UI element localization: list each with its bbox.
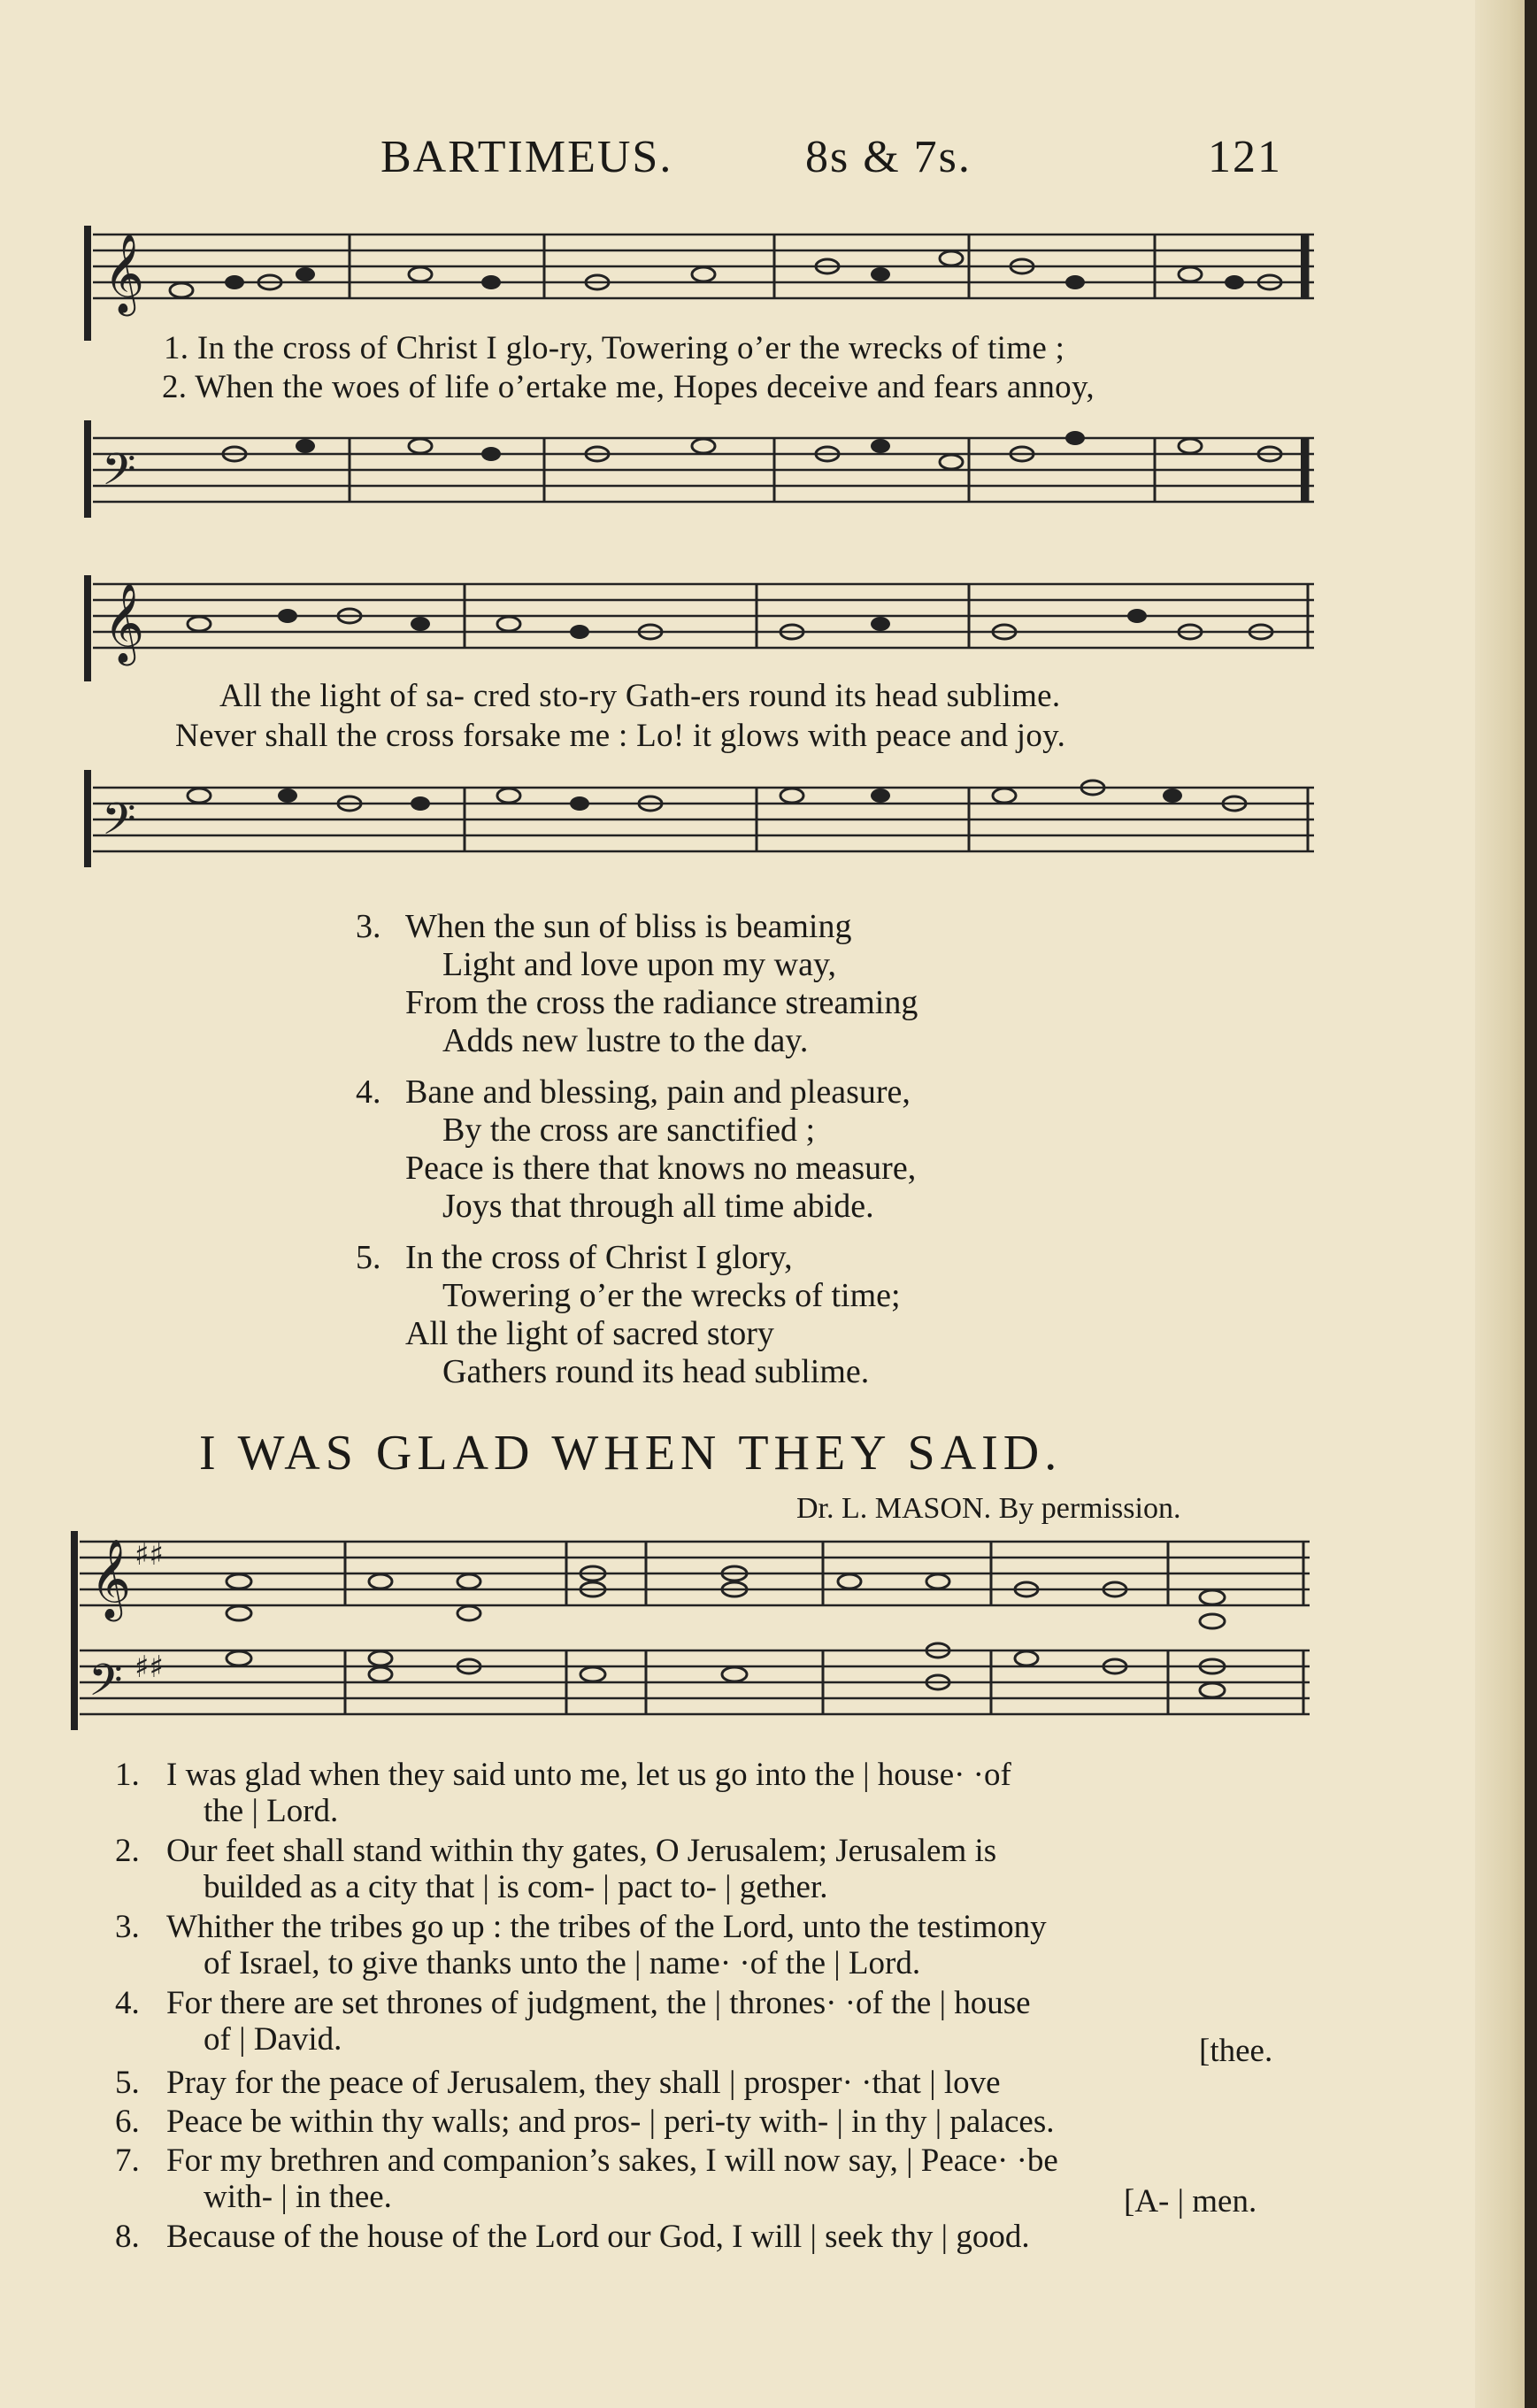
- chant-staff-bass: [71, 1642, 1310, 1739]
- stanza-number: 5.: [356, 1239, 381, 1276]
- verse-number: 4.: [115, 1985, 140, 2021]
- stanza-line: From the cross the radiance streaming: [405, 984, 918, 1021]
- lyric-line-3: All the light of sa- cred sto-ry Gath-ers round its head sublime.: [219, 678, 1061, 714]
- lyric-line-1: 1. In the cross of Christ I glo-ry, Towering o’er the wrecks of time ;: [164, 330, 1065, 366]
- verse-continuation: the | Lord.: [204, 1793, 339, 1829]
- carry-over-text: [thee.: [1199, 2033, 1273, 2069]
- verse-text: Pray for the peace of Jerusalem, they shall | prosper· ·that | love: [166, 2065, 1001, 2101]
- stanza-line: Adds new lustre to the day.: [442, 1022, 809, 1059]
- svg-text:𝄞: 𝄞: [104, 234, 145, 313]
- stanza-line: Gathers round its head sublime.: [442, 1353, 870, 1390]
- hymn-tune-title: BARTIMEUS.: [380, 132, 673, 182]
- verse-number: 8.: [115, 2219, 140, 2255]
- verse-number: 2.: [115, 1833, 140, 1869]
- svg-text:♯♯: ♯♯: [134, 1537, 164, 1573]
- running-header: [380, 131, 1301, 193]
- anthem-title: I WAS GLAD WHEN THEY SAID.: [199, 1426, 1063, 1481]
- stanza-line: Peace is there that knows no measure,: [405, 1150, 917, 1187]
- svg-text:𝄢: 𝄢: [88, 1655, 123, 1717]
- verse-number: 5.: [115, 2065, 140, 2101]
- lyric-line-2: 2. When the woes of life o’ertake me, Hopes deceive and fears annoy,: [162, 369, 1095, 405]
- verse-text: I was glad when they said unto me, let us go into the | house· ·of: [166, 1757, 1011, 1793]
- verse-number: 6.: [115, 2104, 140, 2140]
- svg-text:𝄞: 𝄞: [90, 1539, 132, 1619]
- svg-text:𝄢: 𝄢: [102, 794, 136, 856]
- verse-text: For there are set thrones of judgment, the | thrones· ·of the | house: [166, 1985, 1031, 2021]
- verse-number: 7.: [115, 2143, 140, 2179]
- carry-over-text: [A- | men.: [1124, 2183, 1257, 2220]
- stanza-number: 3.: [356, 908, 381, 945]
- verse-text: Our feet shall stand within thy gates, O Jerusalem; Jerusalem is: [166, 1833, 997, 1869]
- stanza-line: By the cross are sanctified ;: [442, 1112, 816, 1149]
- verse-text: For my brethren and companion’s sakes, I will now say, | Peace· ·be: [166, 2143, 1058, 2179]
- stanza-number: 4.: [356, 1073, 381, 1111]
- music-staff-treble-1: [84, 226, 1314, 341]
- verse-text: Because of the house of the Lord our God, I will | seek thy | good.: [166, 2219, 1030, 2255]
- stanza-line: Joys that through all time abide.: [442, 1188, 874, 1225]
- lyric-line-4: Never shall the cross forsake me : Lo! it glows with peace and joy.: [175, 718, 1066, 754]
- page-edge-shadow: [1525, 0, 1537, 2408]
- verse-continuation: builded as a city that | is com- | pact to- | gether.: [204, 1869, 828, 1905]
- svg-text:𝄢: 𝄢: [102, 444, 136, 506]
- chant-staff-treble: [71, 1531, 1310, 1642]
- stanza-line: Bane and blessing, pain and pleasure,: [405, 1073, 911, 1111]
- composer-credit: Dr. L. MASON. By permission.: [796, 1492, 1181, 1525]
- verse-continuation: of Israel, to give thanks unto the | name· ·of the | Lord.: [204, 1945, 921, 1981]
- stanza-line: In the cross of Christ I glory,: [405, 1239, 793, 1276]
- page-number: 121: [1208, 132, 1282, 182]
- verse-text: Whither the tribes go up : the tribes of the Lord, unto the testimony: [166, 1909, 1047, 1945]
- verse-number: 3.: [115, 1909, 140, 1945]
- stanza-line: All the light of sacred story: [405, 1315, 774, 1352]
- svg-text:𝄞: 𝄞: [104, 583, 145, 663]
- svg-text:♯♯: ♯♯: [134, 1650, 164, 1685]
- stanza-line: When the sun of bliss is beaming: [405, 908, 852, 945]
- metre: 8s & 7s.: [805, 132, 972, 182]
- stanza-line: Light and love upon my way,: [442, 946, 837, 983]
- verse-continuation: with- | in thee.: [204, 2179, 392, 2215]
- music-staff-bass-1: [84, 420, 1314, 527]
- stanza-line: Towering o’er the wrecks of time;: [442, 1277, 901, 1314]
- music-staff-bass-2: [84, 770, 1314, 876]
- music-staff-treble-2: [84, 575, 1314, 681]
- verse-number: 1.: [115, 1757, 140, 1793]
- verse-text: Peace be within thy walls; and pros- | peri-ty with- | in thy | palaces.: [166, 2104, 1055, 2140]
- verse-continuation: of | David.: [204, 2021, 342, 2058]
